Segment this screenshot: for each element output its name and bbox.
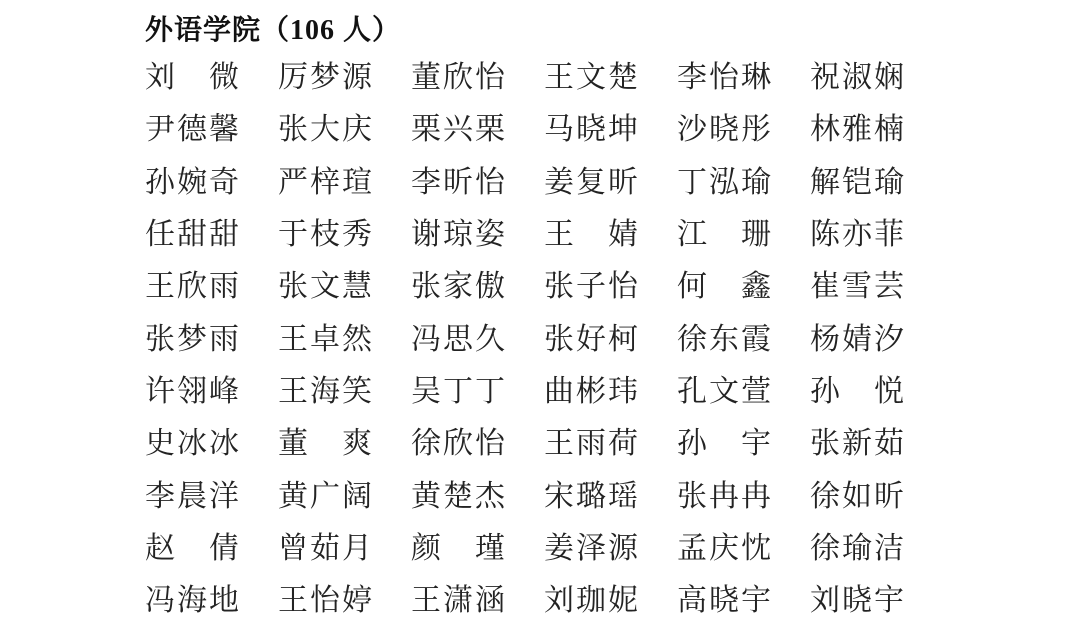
name-cell: 徐瑜洁 xyxy=(810,531,906,565)
name-cell: 王卓然 xyxy=(278,322,374,356)
name-cell: 谢琼姿 xyxy=(411,218,507,252)
name-cell: 李怡琳 xyxy=(677,61,773,95)
name-cell: 冯思久 xyxy=(411,322,507,356)
name-cell: 张大庆 xyxy=(278,113,374,147)
name-row xyxy=(145,209,945,261)
name-cell: 张冉冉 xyxy=(677,479,773,513)
name-cell: 黄广阔 xyxy=(278,479,374,513)
name-cell: 王怡婷 xyxy=(278,584,374,618)
name-cell: 王雨荷 xyxy=(544,427,640,461)
name-cell: 张好柯 xyxy=(544,322,640,356)
name-cell: 张文慧 xyxy=(278,270,374,304)
name-cell: 王文楚 xyxy=(544,61,640,95)
name-row xyxy=(145,418,945,470)
name-cell: 陈亦菲 xyxy=(810,218,906,252)
name-cell: 姜泽源 xyxy=(544,531,640,565)
name-row xyxy=(145,313,945,365)
name-cell: 刘 微 xyxy=(145,61,241,95)
name-row xyxy=(145,575,945,627)
name-cell: 杨婧汐 xyxy=(810,322,906,356)
name-row xyxy=(145,523,945,575)
name-list xyxy=(145,52,945,627)
name-cell: 黄楚杰 xyxy=(411,479,507,513)
name-cell: 曾茹月 xyxy=(278,531,374,565)
name-cell: 马晓坤 xyxy=(544,113,640,147)
name-cell: 孟庆忱 xyxy=(677,531,773,565)
name-row xyxy=(145,366,945,418)
name-cell: 董 爽 xyxy=(278,427,374,461)
name-cell: 姜复昕 xyxy=(544,165,640,199)
name-cell: 高晓宇 xyxy=(677,584,773,618)
name-cell: 任甜甜 xyxy=(145,218,241,252)
name-cell: 李昕怡 xyxy=(411,165,507,199)
name-cell: 解铠瑜 xyxy=(810,165,906,199)
name-cell: 江 珊 xyxy=(677,218,773,252)
name-cell: 丁泓瑜 xyxy=(677,165,773,199)
name-cell: 曲彬玮 xyxy=(544,374,640,408)
name-cell: 刘晓宇 xyxy=(810,584,906,618)
name-cell: 孔文萱 xyxy=(677,374,773,408)
name-cell: 张梦雨 xyxy=(145,322,241,356)
name-cell: 徐如昕 xyxy=(810,479,906,513)
name-row xyxy=(145,470,945,522)
name-cell: 尹德馨 xyxy=(145,113,241,147)
name-row xyxy=(145,104,945,156)
name-cell: 徐欣怡 xyxy=(411,427,507,461)
name-cell: 严梓瑄 xyxy=(278,165,374,199)
name-cell: 王海笑 xyxy=(278,374,374,408)
name-cell: 林雅楠 xyxy=(810,113,906,147)
name-cell: 冯海地 xyxy=(145,584,241,618)
name-cell: 厉梦源 xyxy=(278,61,374,95)
name-cell: 颜 瑾 xyxy=(411,531,507,565)
name-cell: 王潇涵 xyxy=(411,584,507,618)
section-title: 外语学院（106 人） xyxy=(145,15,402,46)
name-cell: 宋璐瑶 xyxy=(544,479,640,513)
name-cell: 李晨洋 xyxy=(145,479,241,513)
name-cell: 张家傲 xyxy=(411,270,507,304)
name-cell: 栗兴栗 xyxy=(411,113,507,147)
name-cell: 史冰冰 xyxy=(145,427,241,461)
name-row xyxy=(145,157,945,209)
name-cell: 祝淑娴 xyxy=(810,61,906,95)
name-row xyxy=(145,261,945,313)
name-cell: 王 婧 xyxy=(544,218,640,252)
name-cell: 许翎峰 xyxy=(145,374,241,408)
name-cell: 孙 宇 xyxy=(677,427,773,461)
name-cell: 崔雪芸 xyxy=(810,270,906,304)
name-cell: 沙晓彤 xyxy=(677,113,773,147)
name-cell: 赵 倩 xyxy=(145,531,241,565)
name-cell: 王欣雨 xyxy=(145,270,241,304)
name-cell: 何 鑫 xyxy=(677,270,773,304)
name-cell: 刘珈妮 xyxy=(544,584,640,618)
name-cell: 吴丁丁 xyxy=(411,374,507,408)
name-cell: 徐东霞 xyxy=(677,322,773,356)
name-cell: 孙婉奇 xyxy=(145,165,241,199)
name-cell: 张新茹 xyxy=(810,427,906,461)
name-cell: 孙 悦 xyxy=(810,374,906,408)
name-row xyxy=(145,52,945,104)
name-cell: 张子怡 xyxy=(544,270,640,304)
name-cell: 于枝秀 xyxy=(278,218,374,252)
name-cell: 董欣怡 xyxy=(411,61,507,95)
